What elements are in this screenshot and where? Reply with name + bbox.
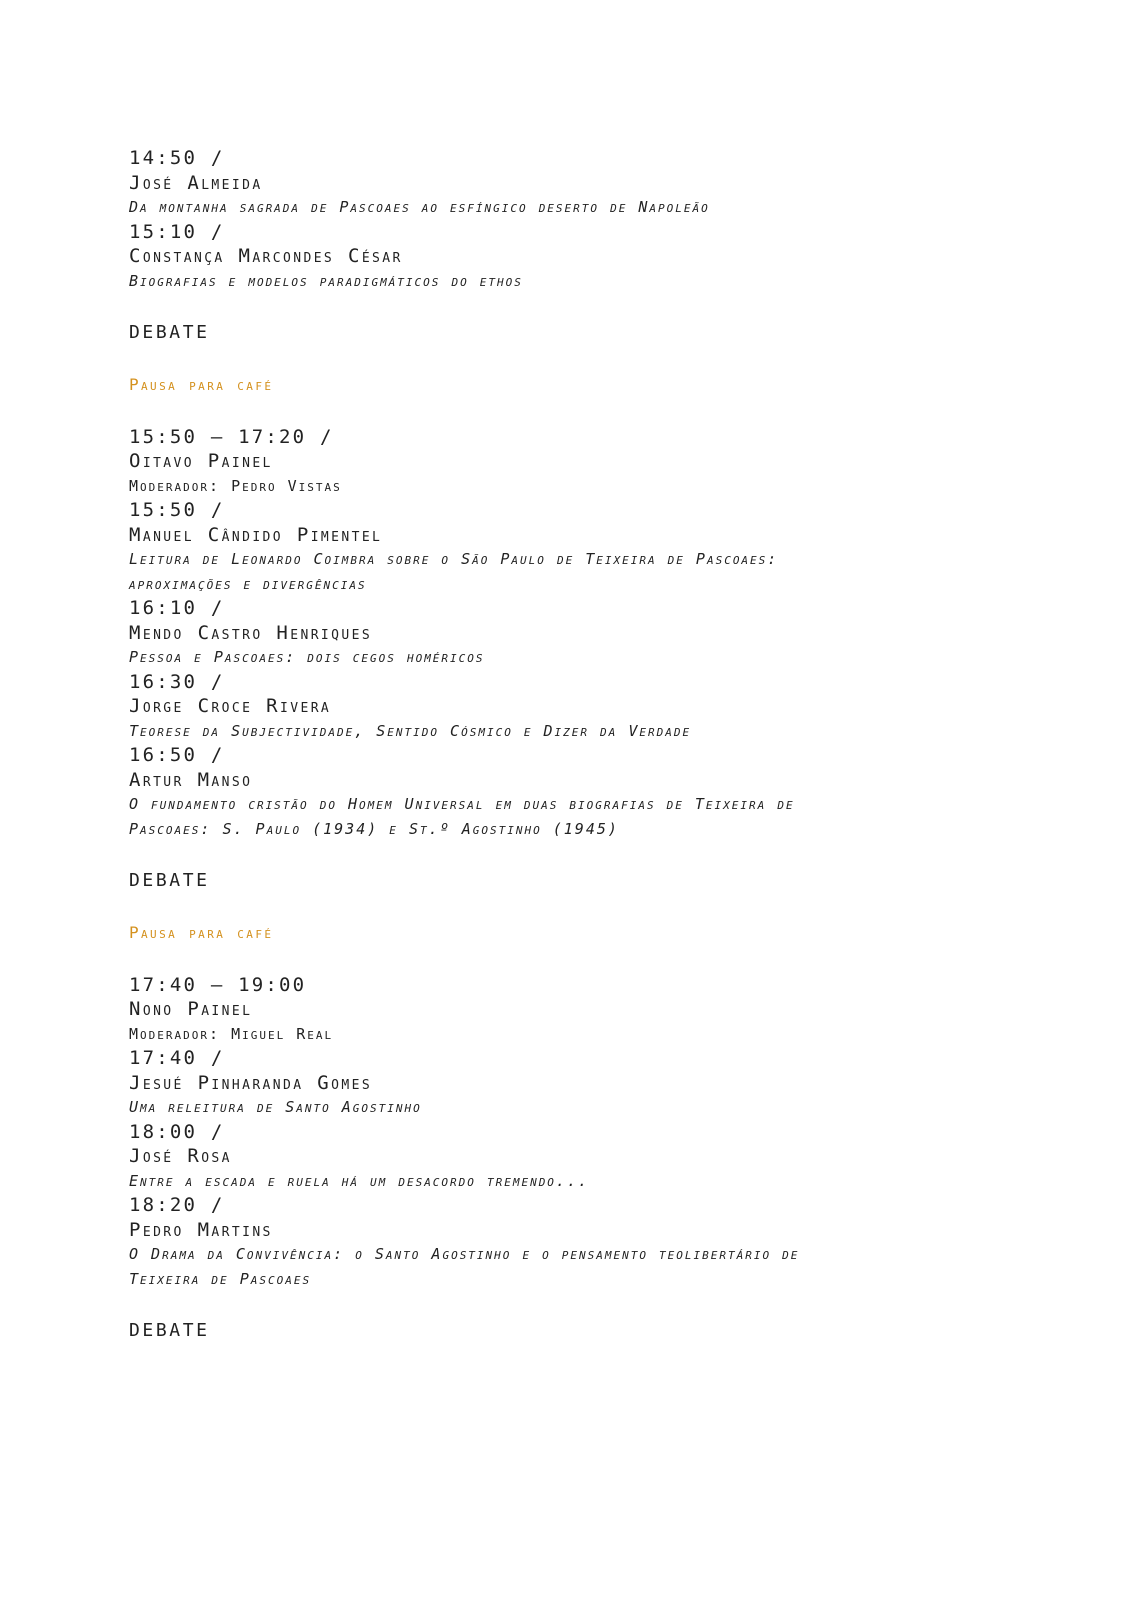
session-time: 17:40 / bbox=[129, 1047, 225, 1069]
talk-title: Uma releitura de Santo Agostinho bbox=[129, 1098, 422, 1116]
talk-title: Biografias e modelos paradigmáticos do ethos bbox=[129, 271, 523, 290]
moderator: Moderador: Pedro Vistas bbox=[129, 476, 342, 495]
session-time: 18:00 / bbox=[129, 1120, 225, 1143]
programme-page bbox=[129, 146, 1029, 1343]
speaker-name: Constança Marcondes César bbox=[129, 245, 403, 267]
panel-title: Oitavo Painel bbox=[129, 450, 273, 472]
session-time: 16:30 / bbox=[129, 670, 225, 693]
panel-time: 15:50 – 17:20 / bbox=[129, 425, 334, 448]
talk-title: Entre a escada e ruela há um desacordo tremendo... bbox=[129, 1171, 590, 1190]
speaker-name: Jesué Pinharanda Gomes bbox=[129, 1071, 373, 1094]
session-time: 18:20 / bbox=[129, 1194, 225, 1216]
session-time: 14:50 / bbox=[129, 147, 225, 169]
talk-title: Da montanha sagrada de Pascoaes ao esfíngico deserto de Napoleão bbox=[129, 198, 710, 216]
session-time: 15:50 / bbox=[129, 499, 225, 521]
panel-title: Nono Painel bbox=[129, 998, 253, 1020]
talk-title: Pessoa e Pascoaes: dois cegos homéricos bbox=[129, 648, 485, 666]
talk-title-continued: Pascoaes: S. Paulo (1934) e St.º Agostinho (1945) bbox=[129, 819, 619, 838]
coffee-break-label: Pausa para café bbox=[129, 374, 274, 394]
speaker-name: Pedro Martins bbox=[129, 1218, 273, 1241]
talk-title: Teorese da Subjectividade, Sentido Cósmico e Dizer da Verdade bbox=[129, 721, 692, 740]
session-time: 15:10 / bbox=[129, 220, 225, 243]
speaker-name: Artur Manso bbox=[129, 768, 253, 791]
talk-title: Leitura de Leonardo Coimbra sobre o São Paulo de Teixeira de Pascoaes: bbox=[129, 550, 779, 568]
debate-label: DEBATE bbox=[129, 869, 210, 891]
session-time: 16:50 / bbox=[129, 744, 225, 766]
panel-time: 17:40 – 19:00 bbox=[129, 973, 307, 996]
speaker-name: José Rosa bbox=[129, 1145, 232, 1167]
moderator: Moderador: Miguel Real bbox=[129, 1024, 334, 1043]
talk-title-continued: aproximações e divergências bbox=[129, 574, 367, 593]
session-time: 16:10 / bbox=[129, 597, 225, 619]
speaker-name: José Almeida bbox=[129, 171, 263, 194]
talk-title: O fundamento cristão do Homem Universal em duas biografias de Teixeira de bbox=[129, 795, 795, 813]
talk-title-continued: Teixeira de Pascoaes bbox=[129, 1269, 312, 1288]
debate-label: DEBATE bbox=[129, 321, 210, 343]
speaker-name: Mendo Castro Henriques bbox=[129, 621, 373, 644]
coffee-break-label: Pausa para café bbox=[129, 922, 274, 942]
speaker-name: Manuel Cândido Pimentel bbox=[129, 523, 383, 546]
debate-label: DEBATE bbox=[129, 1319, 210, 1341]
speaker-name: Jorge Croce Rivera bbox=[129, 695, 332, 717]
talk-title: O Drama da Convivência: o Santo Agostinho e o pensamento teolibertário de bbox=[129, 1245, 800, 1263]
